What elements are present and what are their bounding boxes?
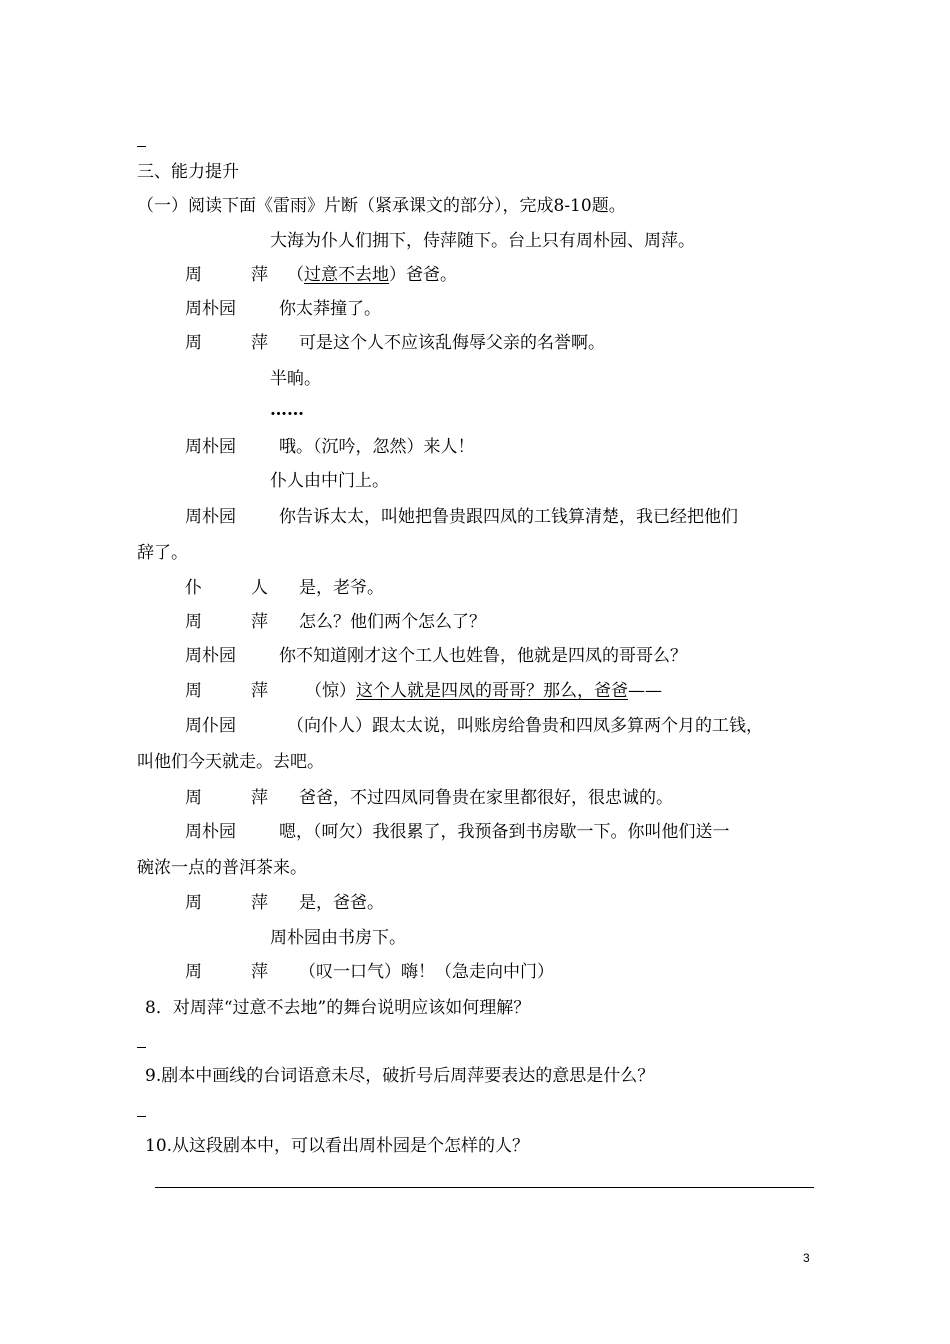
question-8: 8．对周萍“过意不去地”的舞台说明应该如何理解？: [145, 998, 531, 1018]
answer-line[interactable]: [155, 1187, 814, 1188]
underlined-stage-note: 过意不去地: [304, 265, 389, 285]
dialogue-continuation: 辞了。: [137, 543, 188, 563]
dialogue-continuation: 叫他们今天就走。去吧。: [137, 752, 324, 772]
dialogue: 你告诉太太，叫她把鲁贵跟四凤的工钱算清楚，我已经把他们: [279, 507, 738, 527]
script-line: 周 萍 （惊）这个人就是四凤的哥哥？那么，爸爸——: [185, 681, 662, 701]
script-line: 周 萍 （过意不去地）爸爸。: [185, 265, 457, 285]
question-10: 10.从这段剧本中，可以看出周朴园是个怎样的人？: [145, 1136, 530, 1156]
ellipsis: ……: [270, 400, 304, 420]
dialogue: 哦。（沉吟，忽然）来人！: [279, 437, 475, 457]
stage-direction: 仆人由中门上。: [270, 471, 389, 491]
stage-direction: 大海为仆人们拥下，侍萍随下。台上只有周朴园、周萍。: [270, 231, 695, 251]
dialogue: 爸爸，不过四凤同鲁贵在家里都很好，很忠诚的。: [299, 788, 673, 808]
dialogue: （叹一口气）嗨！（急走向中门）: [299, 962, 554, 982]
script-line: [185, 820, 730, 844]
dialogue-continuation: 碗浓一点的普洱茶来。: [137, 858, 307, 878]
speaker: 周 萍: [185, 962, 268, 982]
script-line: [185, 576, 384, 600]
speaker: 周朴园: [185, 646, 236, 666]
script-line: [185, 644, 687, 668]
underlined-dialogue: 这个人就是四凤的哥哥？那么，爸爸: [356, 681, 628, 701]
blank-mark: [137, 146, 146, 147]
speaker: 周 萍: [185, 265, 268, 285]
script-line: [185, 435, 475, 459]
dialogue: 是，老爷。: [299, 578, 384, 598]
script-line: [185, 891, 384, 915]
speaker: 周 萍: [185, 681, 268, 701]
speaker: 周朴园: [185, 507, 236, 527]
dialogue: 可是这个人不应该乱侮辱父亲的名誉啊。: [299, 333, 605, 353]
speaker: 周 萍: [185, 893, 268, 913]
script-line: [185, 297, 381, 321]
speaker: 仆 人: [185, 578, 268, 598]
question-9: 9.剧本中画线的台词语意未尽，破折号后周萍要表达的意思是什么？: [145, 1066, 655, 1086]
instruction: （一）阅读下面《雷雨》片断（紧承课文的部分），完成8-10题。: [137, 196, 626, 216]
dialogue: 你不知道刚才这个工人也姓鲁，他就是四凤的哥哥么？: [279, 646, 687, 666]
speaker: 周朴园: [185, 437, 236, 457]
dialogue: 怎么？他们两个怎么了？: [299, 612, 486, 632]
script-line: [185, 331, 605, 355]
blank-mark: [137, 1116, 146, 1117]
stage-direction: 半晌。: [270, 369, 321, 389]
speaker: 周 萍: [185, 333, 268, 353]
speaker: 周 萍: [185, 612, 268, 632]
dialogue: （向仆人）跟太太说，叫账房给鲁贵和四凤多算两个月的工钱，: [287, 716, 763, 736]
page-number: 3: [803, 1251, 810, 1265]
stage-direction: 周朴园由书房下。: [270, 928, 406, 948]
script-line: [185, 786, 673, 810]
dialogue: 嗯，（呵欠）我很累了，我预备到书房歇一下。你叫他们送一: [279, 822, 730, 842]
speaker: 周朴园: [185, 822, 236, 842]
script-line: [185, 505, 738, 529]
speaker: 周朴园: [185, 299, 236, 319]
script-line: [185, 714, 763, 738]
dialogue: 是，爸爸。: [299, 893, 384, 913]
blank-mark: [137, 1047, 146, 1048]
script-line: [185, 610, 486, 634]
dialogue: 你太莽撞了。: [279, 299, 381, 319]
speaker: 周 萍: [185, 788, 268, 808]
section-heading: 三、能力提升: [137, 162, 239, 182]
speaker: 周仆园: [185, 716, 236, 736]
script-line: [185, 960, 554, 984]
